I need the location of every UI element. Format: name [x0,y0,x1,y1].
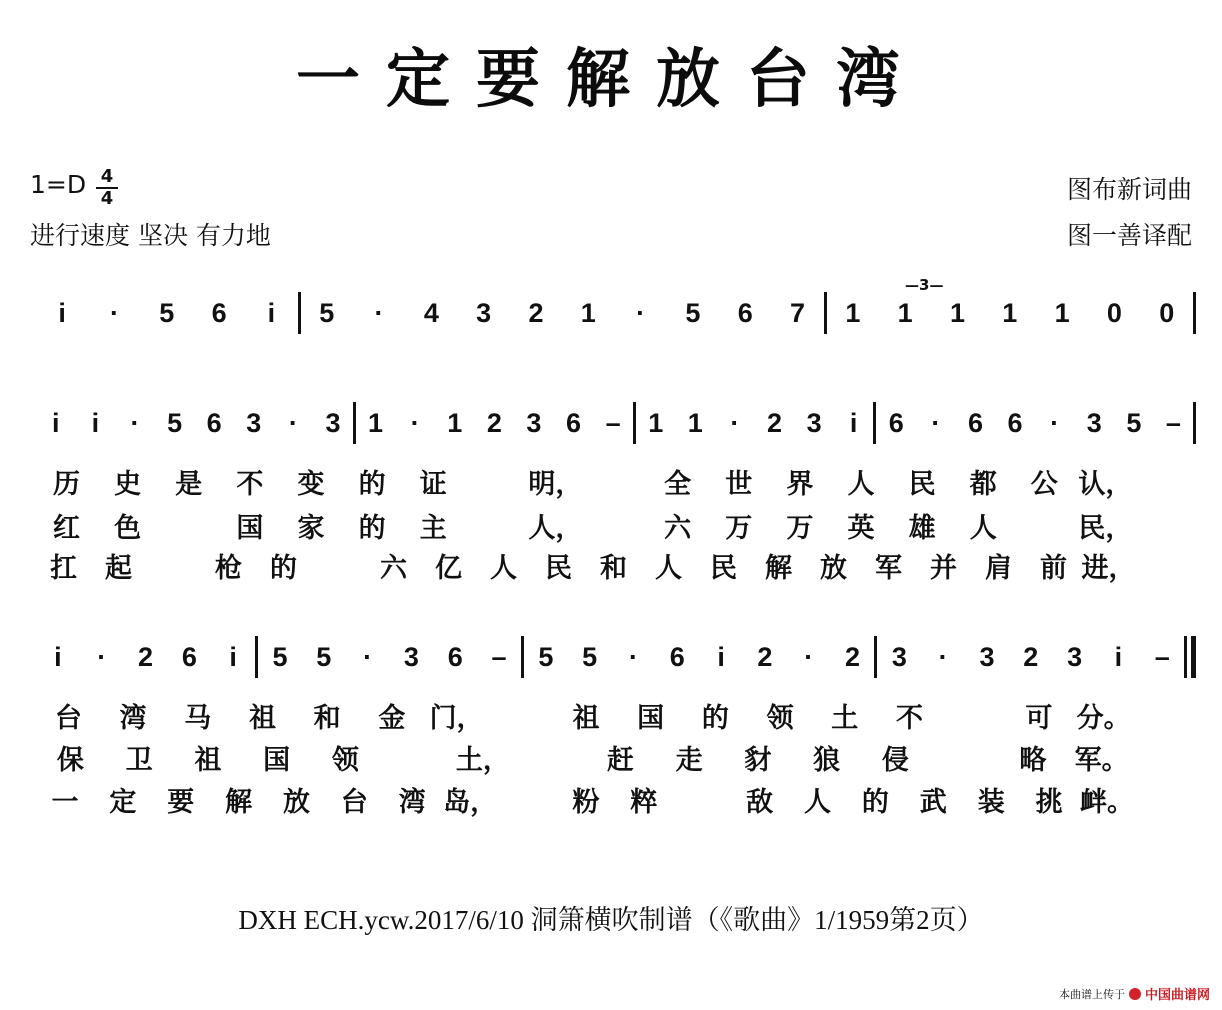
lyric-char: 国 [263,745,291,776]
lyrics-verse2-part2 [36,738,1136,777]
dot: · [628,641,638,672]
note: 3 [1086,407,1102,438]
score-row-3 [36,636,1196,678]
lyric-char: 万 [725,513,753,544]
dot: · [363,641,373,672]
lyric-char: 变 [297,469,325,500]
note: 3 [806,407,822,438]
note: 6 [447,641,463,672]
note: i [267,297,276,328]
lyric-char: 土， [455,745,510,776]
note: i [91,407,100,438]
note: 0 [1106,297,1122,328]
note: 5 [685,297,701,328]
lyric-char: 人 [804,787,832,818]
note: 3 [891,641,907,672]
lyric-char: 台 [54,703,82,734]
note: 5 [319,297,335,328]
lyric-char: 的 [358,513,386,544]
page-title: 一定要解放台湾 [296,42,926,117]
note: 3 [979,641,995,672]
lyric-char: 不 [236,469,264,500]
lyric-char: 六 [664,513,692,544]
lyric-char: 枪 [215,553,242,584]
note: i [52,407,60,438]
upload-notice [1059,984,1210,1003]
lyric-char: 马 [184,703,212,734]
lyric-char: 侵 [881,745,909,776]
dash: – [1154,641,1170,672]
note: 2 [1023,641,1039,672]
lyric-char: 是 [175,469,203,500]
lyric-char: 军 [875,553,902,584]
lyric-char: 民 [908,469,936,500]
lyric-char: 解 [765,553,792,584]
note: 6 [1007,407,1023,438]
lyric-char: 世 [725,469,753,500]
lyric-char: 金 [378,703,406,734]
lyric-char: 衅。 [1079,787,1134,818]
lyric-char [499,780,557,819]
lyric-char: 公 [1030,469,1058,500]
lyrics-verse1-part1 [36,462,1136,501]
lyric-char [380,738,449,777]
lyric-char: 进， [1081,553,1136,584]
lyric-char: 国 [637,703,665,734]
note: 1 [949,297,965,328]
note: i [849,407,858,438]
lyric-char [464,506,525,545]
lyric-char [1014,506,1075,545]
note: 5 [582,641,598,672]
note: 1 [447,407,463,438]
note: 5 [272,641,288,672]
lyric-char: 英 [847,513,875,544]
lyric-char: 认， [1078,469,1133,500]
note: 2 [766,407,782,438]
note: 1 [648,407,664,438]
lyric-char: 明， [528,469,583,500]
note: 5 [159,297,175,328]
composer-credit: 图布新词曲 [1066,175,1192,204]
note: 4 [423,297,439,328]
lyrics-verse2-part1 [36,506,1136,545]
lyric-char: 祖 [572,703,600,734]
score-row-2 [36,402,1196,444]
note: 5 [1126,407,1142,438]
lyric-char [586,506,647,545]
site-logo-icon [1129,988,1141,1000]
dot: · [374,297,384,328]
lyric-char [464,462,525,501]
lyric-char [930,738,999,777]
note: 3 [1067,641,1083,672]
dot: · [410,407,420,438]
lyric-char: 证 [419,469,447,500]
note: 6 [967,407,983,438]
dot: · [1050,407,1060,438]
upload-text: 本曲谱上传于 [1058,987,1125,1001]
lyric-char: 领 [766,703,794,734]
note: 5 [167,407,183,438]
lyric-char: 和 [313,703,341,734]
lyric-char: 的 [861,787,889,818]
lyric-char: 走 [675,745,703,776]
note: 6 [566,407,582,438]
time-signature [96,168,118,208]
lyric-char: 界 [786,469,814,500]
note: 6 [888,407,904,438]
note: 7 [790,297,806,328]
lyric-char: 挑 [1035,787,1063,818]
note: 3 [526,407,542,438]
lyric-char: 并 [930,553,957,584]
lyric-char: 主 [419,513,447,544]
lyric-char: 扛 [50,553,77,584]
note: 3 [325,407,341,438]
footer-credit: DXH ECH.ycw.2017/6/10 洞箫横吹制谱（《歌曲》1/1959第2页） [238,905,984,935]
lyric-char: 要 [167,787,195,818]
lyric-char: 湾 [119,703,147,734]
note: i [717,641,725,672]
lyric-char: 人 [847,469,875,500]
lyric-char [489,696,554,735]
lyric-char [942,696,1007,735]
lyric-char [158,506,219,545]
lyric-char: 豺 [744,745,772,776]
lyric-char: 土 [831,703,859,734]
lyric-char [517,738,586,777]
note: i [58,297,66,328]
lyric-char: 史 [114,469,142,500]
lyric-char [311,546,366,585]
lyric-char: 色 [114,513,142,544]
lyric-char: 放 [283,787,310,818]
key-signature: 1=D [30,170,87,199]
note: 1 [1054,297,1070,328]
note: 6 [181,641,197,672]
lyric-char: 国 [236,513,264,544]
dot: · [938,641,948,672]
dash: – [491,641,507,672]
lyric-char: 和 [600,553,627,584]
lyric-char: 历 [53,469,81,500]
lyric-char: 全 [664,469,692,500]
barline [1193,402,1196,444]
note: 6 [206,407,222,438]
note: 2 [845,641,861,672]
lyric-char: 略 [1019,745,1047,776]
time-signature-bottom: 4 [100,188,114,209]
lyric-char: 祖 [194,745,222,776]
note: 1 [1002,297,1018,328]
lyric-char: 万 [786,513,814,544]
note: 6 [669,641,685,672]
lyric-char: 粹 [630,787,658,818]
dot: · [730,407,740,438]
lyric-char: 家 [297,513,325,544]
note: 2 [528,297,544,328]
lyric-char: 的 [270,553,297,584]
note: 5 [538,641,554,672]
lyric-char: 军。 [1074,745,1129,776]
lyric-char: 六 [380,553,407,584]
lyric-char: 肩 [985,553,1012,584]
note: 5 [316,641,332,672]
final-barline [1184,636,1196,678]
lyric-char [586,462,647,501]
barline [1193,292,1196,334]
lyric-char: 解 [225,787,253,818]
lyric-char: 武 [919,787,947,818]
dot: · [636,297,646,328]
lyric-char: 台 [340,787,368,818]
lyric-char: 定 [109,787,137,818]
time-signature-top: 4 [100,166,114,187]
note: 2 [138,641,154,672]
note: i [229,641,237,672]
lyric-char: 前 [1040,553,1067,584]
lyric-char: 卫 [125,745,153,776]
lyric-char [673,780,731,819]
lyric-char: 祖 [248,703,276,734]
lyric-char: 敌 [746,787,774,818]
dot: · [130,407,140,438]
lyric-char: 粉 [572,787,600,818]
lyric-char: 雄 [908,513,936,544]
lyric-char: 都 [969,469,997,500]
lyric-char: 人， [528,513,583,544]
note: 6 [737,297,753,328]
lyric-char: 门， [429,703,484,734]
lyric-char: 赶 [606,745,634,776]
triplet-mark: —3— [905,276,944,294]
lyric-char: 民 [545,553,572,584]
lyric-char: 的 [358,469,386,500]
dot: · [97,641,107,672]
dot: · [109,297,119,328]
dot: · [288,407,298,438]
note: 3 [403,641,419,672]
lyric-char: 狼 [813,745,841,776]
lyric-char: 的 [701,703,729,734]
lyric-char: 民， [1078,513,1133,544]
note: 1 [687,407,703,438]
lyric-char: 民 [710,553,737,584]
note: i [1114,641,1123,672]
dash: – [605,407,621,438]
lyrics-verse1-part2 [36,696,1136,735]
lyrics-verse3-part2 [36,780,1136,819]
dash: – [1165,407,1181,438]
lyric-char: 放 [820,553,847,584]
score-row-1 [36,292,1196,334]
lyric-char: 一 [51,787,79,818]
note: 2 [757,641,773,672]
note: 1 [845,297,861,328]
note: 0 [1159,297,1175,328]
lyric-char: 起 [105,553,132,584]
lyric-char: 人 [969,513,997,544]
note: 1 [580,297,596,328]
tempo-marking: 进行速度 坚决 有力地 [30,221,271,250]
dot: · [804,641,814,672]
lyric-char: 领 [331,745,359,776]
lyric-char: 红 [53,513,81,544]
note: 2 [486,407,502,438]
lyric-char: 岛， [443,787,498,818]
note: 3 [476,297,492,328]
note: 1 [897,297,913,328]
note: i [54,641,62,672]
lyric-char: 可 [1025,703,1053,734]
arranger-credit: 图一善译配 [1066,221,1192,250]
note: 3 [246,407,262,438]
lyric-char: 人 [655,553,682,584]
lyric-char: 保 [56,745,84,776]
dot: · [931,407,941,438]
lyric-char: 分。 [1076,703,1131,734]
lyrics-verse3-part1 [36,546,1136,585]
lyric-char: 人 [490,553,517,584]
lyric-char [146,546,201,585]
site-name: 中国曲谱网 [1144,988,1210,1003]
lyric-char: 湾 [398,787,426,818]
lyric-char: 亿 [435,553,462,584]
lyric-char: 不 [895,703,923,734]
lyric-char: 装 [977,787,1005,818]
note: 1 [368,407,384,438]
note: 6 [211,297,227,328]
